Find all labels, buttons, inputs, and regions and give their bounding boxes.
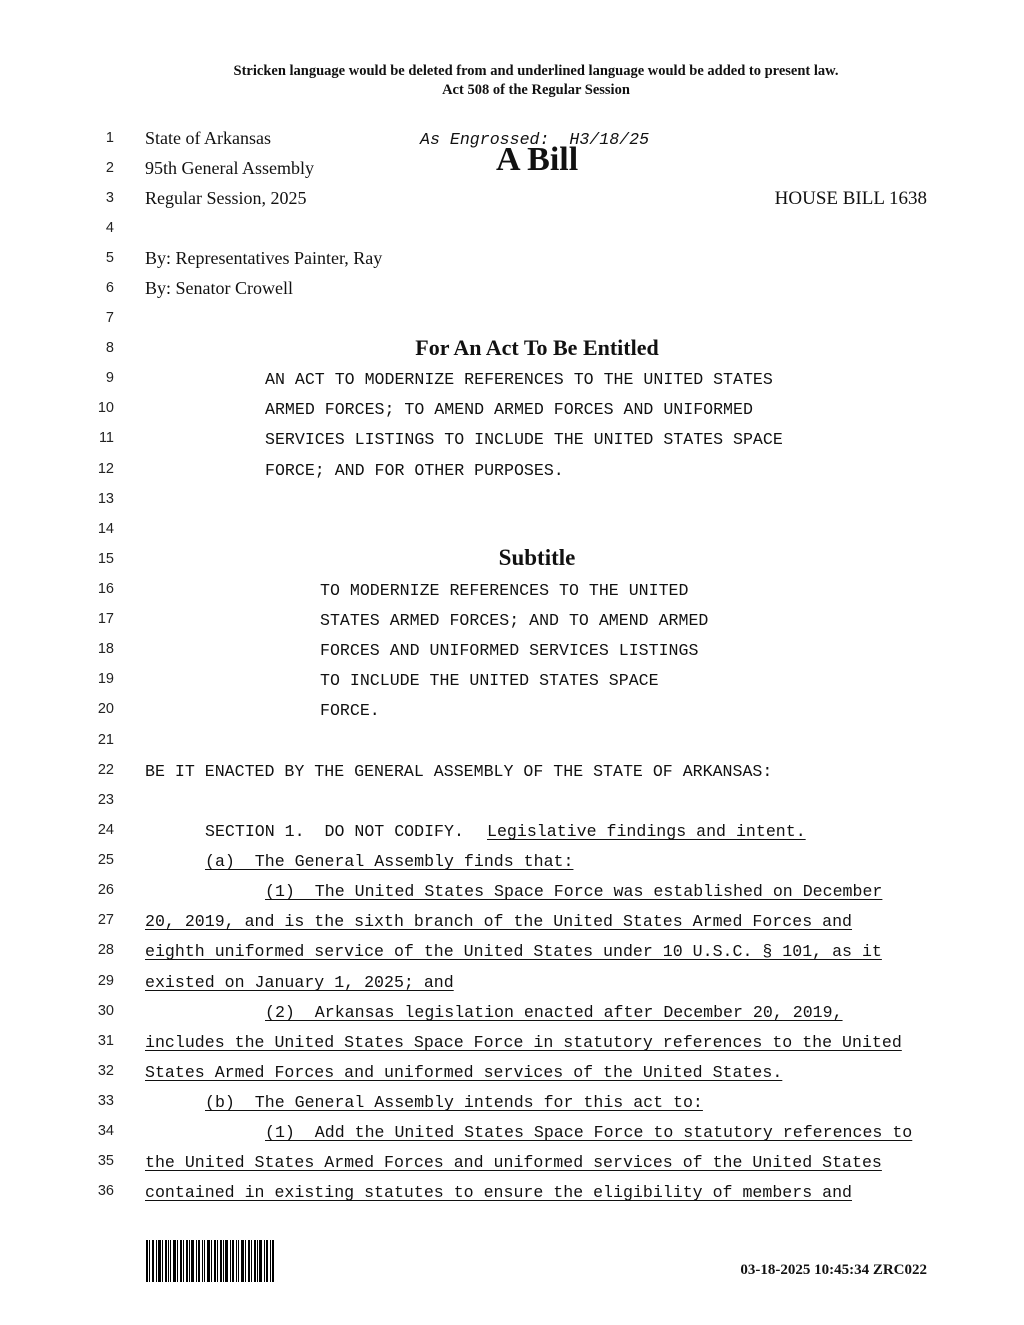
line-number: 16 [97,581,114,597]
line-number: 18 [97,641,114,657]
line-number: 24 [97,822,114,838]
line-number: 4 [105,220,114,236]
body-line: includes the United States Space Force in statutory references to the United [145,1033,902,1052]
line-number: 12 [97,461,114,477]
body-line: the United States Armed Forces and uniformed services of the United States [145,1153,882,1172]
notice-line-2: Act 508 of the Regular Session [442,82,630,98]
line-number: 6 [105,280,114,296]
line-number: 15 [97,551,114,567]
line-number: 21 [97,732,114,748]
subtitle-line: TO MODERNIZE REFERENCES TO THE UNITED [320,581,689,600]
barcode-icon [146,1240,274,1282]
bill-number: HOUSE BILL 1638 [774,188,927,209]
line-number: 32 [97,1063,114,1079]
doc-type-title: A Bill [496,141,579,178]
session: Regular Session, 2025 [145,188,307,208]
line-number: 19 [97,671,114,687]
general-assembly: 95th General Assembly [145,158,314,178]
subtitle-line: STATES ARMED FORCES; AND TO AMEND ARMED [320,611,709,630]
line-number: 30 [97,1003,114,1019]
section-heading: Legislative findings and intent. [487,822,806,841]
sponsor-senator: By: Senator Crowell [145,278,293,298]
line-number: 29 [97,973,114,989]
body-line: eighth uniformed service of the United States under 10 U.S.C. § 101, as it [145,942,882,961]
body-line: contained in existing statutes to ensure the eligibility of members and [145,1183,853,1202]
line-number: 1 [105,130,114,146]
line-number: 27 [97,912,114,928]
line-number: 22 [97,762,114,778]
line-number: 8 [105,340,114,356]
line-number: 36 [97,1183,114,1199]
state-name: State of Arkansas [145,128,271,148]
line-number: 20 [97,701,114,717]
body-line: (a) The General Assembly finds that: [205,852,574,871]
line-number: 13 [97,491,114,507]
line-number: 17 [97,611,114,627]
line-number: 9 [105,370,114,386]
body-line: existed on January 1, 2025; and [145,973,454,992]
line-number: 2 [105,160,114,176]
line-number: 3 [105,190,114,206]
subtitle-heading: Subtitle [498,545,576,570]
line-number: 34 [97,1123,114,1139]
body-line: (1) Add the United States Space Force to statutory references to [265,1123,913,1142]
act-title-line: AN ACT TO MODERNIZE REFERENCES TO THE UNITED STATES [265,370,773,389]
section-label: SECTION 1. DO NOT CODIFY. [205,822,464,841]
line-number: 5 [105,250,114,266]
line-number: 26 [97,882,114,898]
sponsor-representatives: By: Representatives Painter, Ray [145,248,383,268]
line-number: 14 [97,521,114,537]
body-line: States Armed Forces and uniformed services of the United States. [145,1063,783,1082]
footer-stamp: 03-18-2025 10:45:34 ZRC022 [740,1262,927,1278]
line-number: 10 [97,400,114,416]
subtitle-line: FORCES AND UNIFORMED SERVICES LISTINGS [320,641,699,660]
act-title-line: ARMED FORCES; TO AMEND ARMED FORCES AND UNIFORMED [265,400,753,419]
line-number: 7 [105,310,114,326]
line-number: 35 [97,1153,114,1169]
line-number: 33 [97,1093,114,1109]
body-line: (1) The United States Space Force was established on December [265,882,883,901]
body-line: 20, 2019, and is the sixth branch of the United States Armed Forces and [145,912,853,931]
body-line: (2) Arkansas legislation enacted after December 20, 2019, [265,1003,843,1022]
act-title-line: FORCE; AND FOR OTHER PURPOSES. [265,461,564,480]
body-line: (b) The General Assembly intends for this act to: [205,1093,703,1112]
enacting-clause: BE IT ENACTED BY THE GENERAL ASSEMBLY OF THE STATE OF ARKANSAS: [145,762,773,781]
notice-line-1: Stricken language would be deleted from and underlined language would be added to present law. [233,63,839,79]
line-number: 28 [97,942,114,958]
line-number: 25 [97,852,114,868]
engrossed-stamp: As Engrossed: H3/18/25 [420,130,650,149]
line-number: 23 [97,792,114,808]
act-title-line: SERVICES LISTINGS TO INCLUDE THE UNITED STATES SPACE [265,430,783,449]
act-heading: For An Act To Be Entitled [415,335,659,360]
line-number: 31 [97,1033,114,1049]
subtitle-line: TO INCLUDE THE UNITED STATES SPACE [320,671,659,690]
line-number: 11 [98,430,114,446]
subtitle-line: FORCE. [320,701,380,720]
